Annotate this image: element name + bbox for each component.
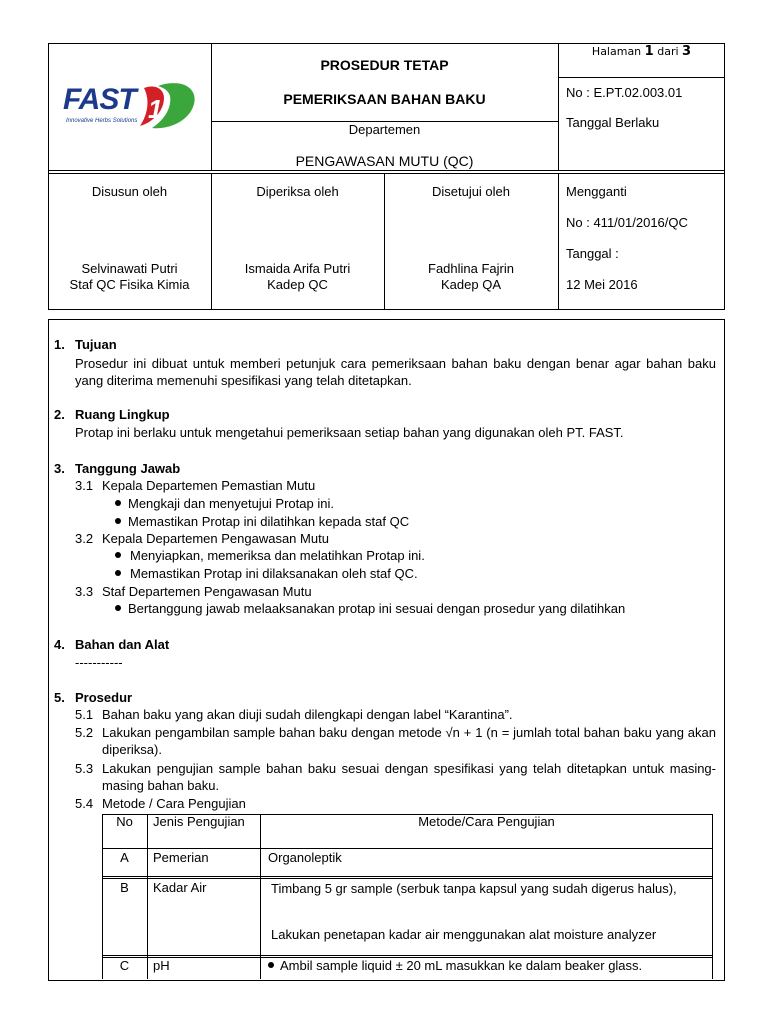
table-cell-method: Lakukan penetapan kadar air menggunakan alat moisture analyzer — [271, 927, 657, 942]
logo-tagline: Innovative Herbs Solutions — [66, 118, 138, 124]
approved-by-role: Kadep QA — [441, 277, 501, 292]
approved-by-label: Disetujui oleh — [431, 184, 511, 199]
bullet-icon — [115, 552, 121, 558]
subsection-number: 3.1 — [75, 478, 94, 493]
bullet-icon — [115, 500, 121, 506]
replaces-date: 12 Mei 2016 — [566, 277, 638, 292]
bullet-text: Memastikan Protap ini dilaksanakan oleh staf QC. — [130, 566, 418, 581]
procedure-text: Bahan baku yang akan diuji sudah dilengkapi dengan label “Karantina”. — [102, 707, 513, 722]
checked-by-label: Diperiksa oleh — [256, 184, 339, 199]
approval-divider — [558, 173, 559, 310]
table-row-divider — [102, 878, 713, 879]
doc-subtitle: PEMERIKSAAN BAHAN BAKU — [283, 91, 486, 107]
header-divider — [558, 43, 559, 171]
company-logo — [60, 74, 200, 134]
subsection-title: Staf Departemen Pengawasan Mutu — [102, 584, 312, 599]
department-name: PENGAWASAN MUTU (QC) — [295, 153, 474, 169]
procedure-number: 5.1 — [75, 707, 94, 722]
procedure-number: 5.3 — [75, 761, 94, 776]
section-title-tujuan: Tujuan — [75, 337, 117, 352]
replaces-date-label: Tanggal : — [566, 246, 619, 261]
approved-by-name: Fadhlina Fajrin — [428, 261, 514, 276]
bullet-text: Memastikan Protap ini dilatihkan kepada staf QC — [128, 514, 410, 529]
section-text-tujuan: Prosedur ini dibuat untuk memberi petunjuk cara pemeriksaan bahan baku dengan benar agar bahan baku yang diterima memenuhi spesifikasi yang telah ditetapkan. — [75, 356, 716, 388]
department-label: Departemen — [348, 122, 421, 137]
table-cell-no: C — [119, 958, 130, 973]
effective-date-label: Tanggal Berlaku — [566, 115, 660, 130]
header-divider — [48, 170, 725, 171]
bullet-icon — [115, 570, 121, 576]
table-header: No — [116, 814, 133, 829]
prepared-by-name: Selvinawati Putri — [81, 261, 178, 276]
table-cell-test: pH — [153, 958, 170, 973]
section-title-tanggung-jawab: Tanggung Jawab — [75, 461, 181, 476]
section-number: 1. — [54, 337, 65, 352]
procedure-number: 5.2 — [75, 725, 94, 740]
procedure-text: Lakukan pengambilan sample bahan baku dengan metode √n + 1 (n = jumlah total bahan baku yang akan diperiksa). — [102, 725, 716, 757]
procedure-text: Metode / Cara Pengujian — [102, 796, 246, 811]
table-cell-method: Organoleptik — [268, 850, 342, 865]
page-indicator — [558, 44, 725, 60]
document-number: No : E.PT.02.003.01 — [566, 85, 683, 100]
bullet-icon — [115, 518, 121, 524]
table-cell-method: Ambil sample liquid ± 20 mL masukkan ke dalam beaker glass. — [280, 958, 643, 973]
page-number: 1 — [644, 44, 654, 59]
subsection-number: 3.3 — [75, 584, 94, 599]
bullet-text: Mengkaji dan menyetujui Protap ini. — [128, 496, 334, 511]
table-cell-test: Pemerian — [153, 850, 209, 865]
table-cell-no: B — [120, 880, 129, 895]
section-number: 5. — [54, 690, 65, 705]
section-title-ruang-lingkup: Ruang Lingkup — [75, 407, 170, 422]
table-row-divider — [102, 955, 713, 956]
bullet-icon — [115, 605, 121, 611]
subsection-number: 3.2 — [75, 531, 94, 546]
page-prefix: Halaman — [591, 45, 642, 58]
checked-by-name: Ismaida Arifa Putri — [244, 261, 351, 276]
replaces-label: Mengganti — [566, 184, 627, 199]
header-divider — [48, 173, 725, 174]
checked-by-role: Kadep QC — [267, 277, 328, 292]
bullet-text: Bertanggung jawab melaaksanakan protap ini sesuai dengan prosedur yang dilatihkan — [128, 601, 626, 616]
doc-title: PROSEDUR TETAP — [320, 57, 449, 73]
subsection-title: Kepala Departemen Pengawasan Mutu — [102, 531, 329, 546]
prepared-by-role: Staf QC Fisika Kimia — [69, 277, 190, 292]
table-row-divider — [102, 848, 713, 849]
table-header: Jenis Pengujian — [153, 814, 245, 829]
page-mid: dari — [657, 45, 679, 58]
section-number: 2. — [54, 407, 65, 422]
bullet-icon — [268, 962, 274, 968]
table-row-divider — [102, 876, 713, 877]
section-title-prosedur: Prosedur — [75, 690, 133, 705]
table-header: Metode/Cara Pengujian — [418, 814, 555, 829]
svg-text:1: 1 — [148, 94, 163, 124]
subsection-title: Kepala Departemen Pemastian Mutu — [102, 478, 316, 493]
table-cell-test: Kadar Air — [153, 880, 207, 895]
bullet-text: Menyiapkan, memeriksa dan melatihkan Protap ini. — [130, 548, 425, 563]
procedure-number: 5.4 — [75, 796, 94, 811]
page-total: 3 — [682, 44, 692, 59]
section-number: 4. — [54, 637, 65, 652]
replaces-number: No : 411/01/2016/QC — [566, 215, 688, 230]
prepared-by-label: Disusun oleh — [91, 184, 168, 199]
logo-text: FAST — [63, 83, 136, 116]
section-title-bahan-alat: Bahan dan Alat — [75, 637, 170, 652]
section-number: 3. — [54, 461, 65, 476]
section-text-bahan-alat: ----------- — [75, 655, 123, 670]
section-text-ruang-lingkup: Protap ini berlaku untuk mengetahui pemeriksaan setiap bahan yang digunakan oleh PT. FAST. — [75, 425, 624, 440]
procedure-text: Lakukan pengujian sample bahan baku sesuai dengan spesifikasi yang telah ditetapkan untuk masing-masing bahan baku. — [102, 761, 716, 793]
table-cell-method: Timbang 5 gr sample (serbuk tanpa kapsul yang sudah digerus halus), — [271, 881, 677, 896]
table-cell-no: A — [120, 850, 129, 865]
header-divider — [558, 77, 725, 78]
